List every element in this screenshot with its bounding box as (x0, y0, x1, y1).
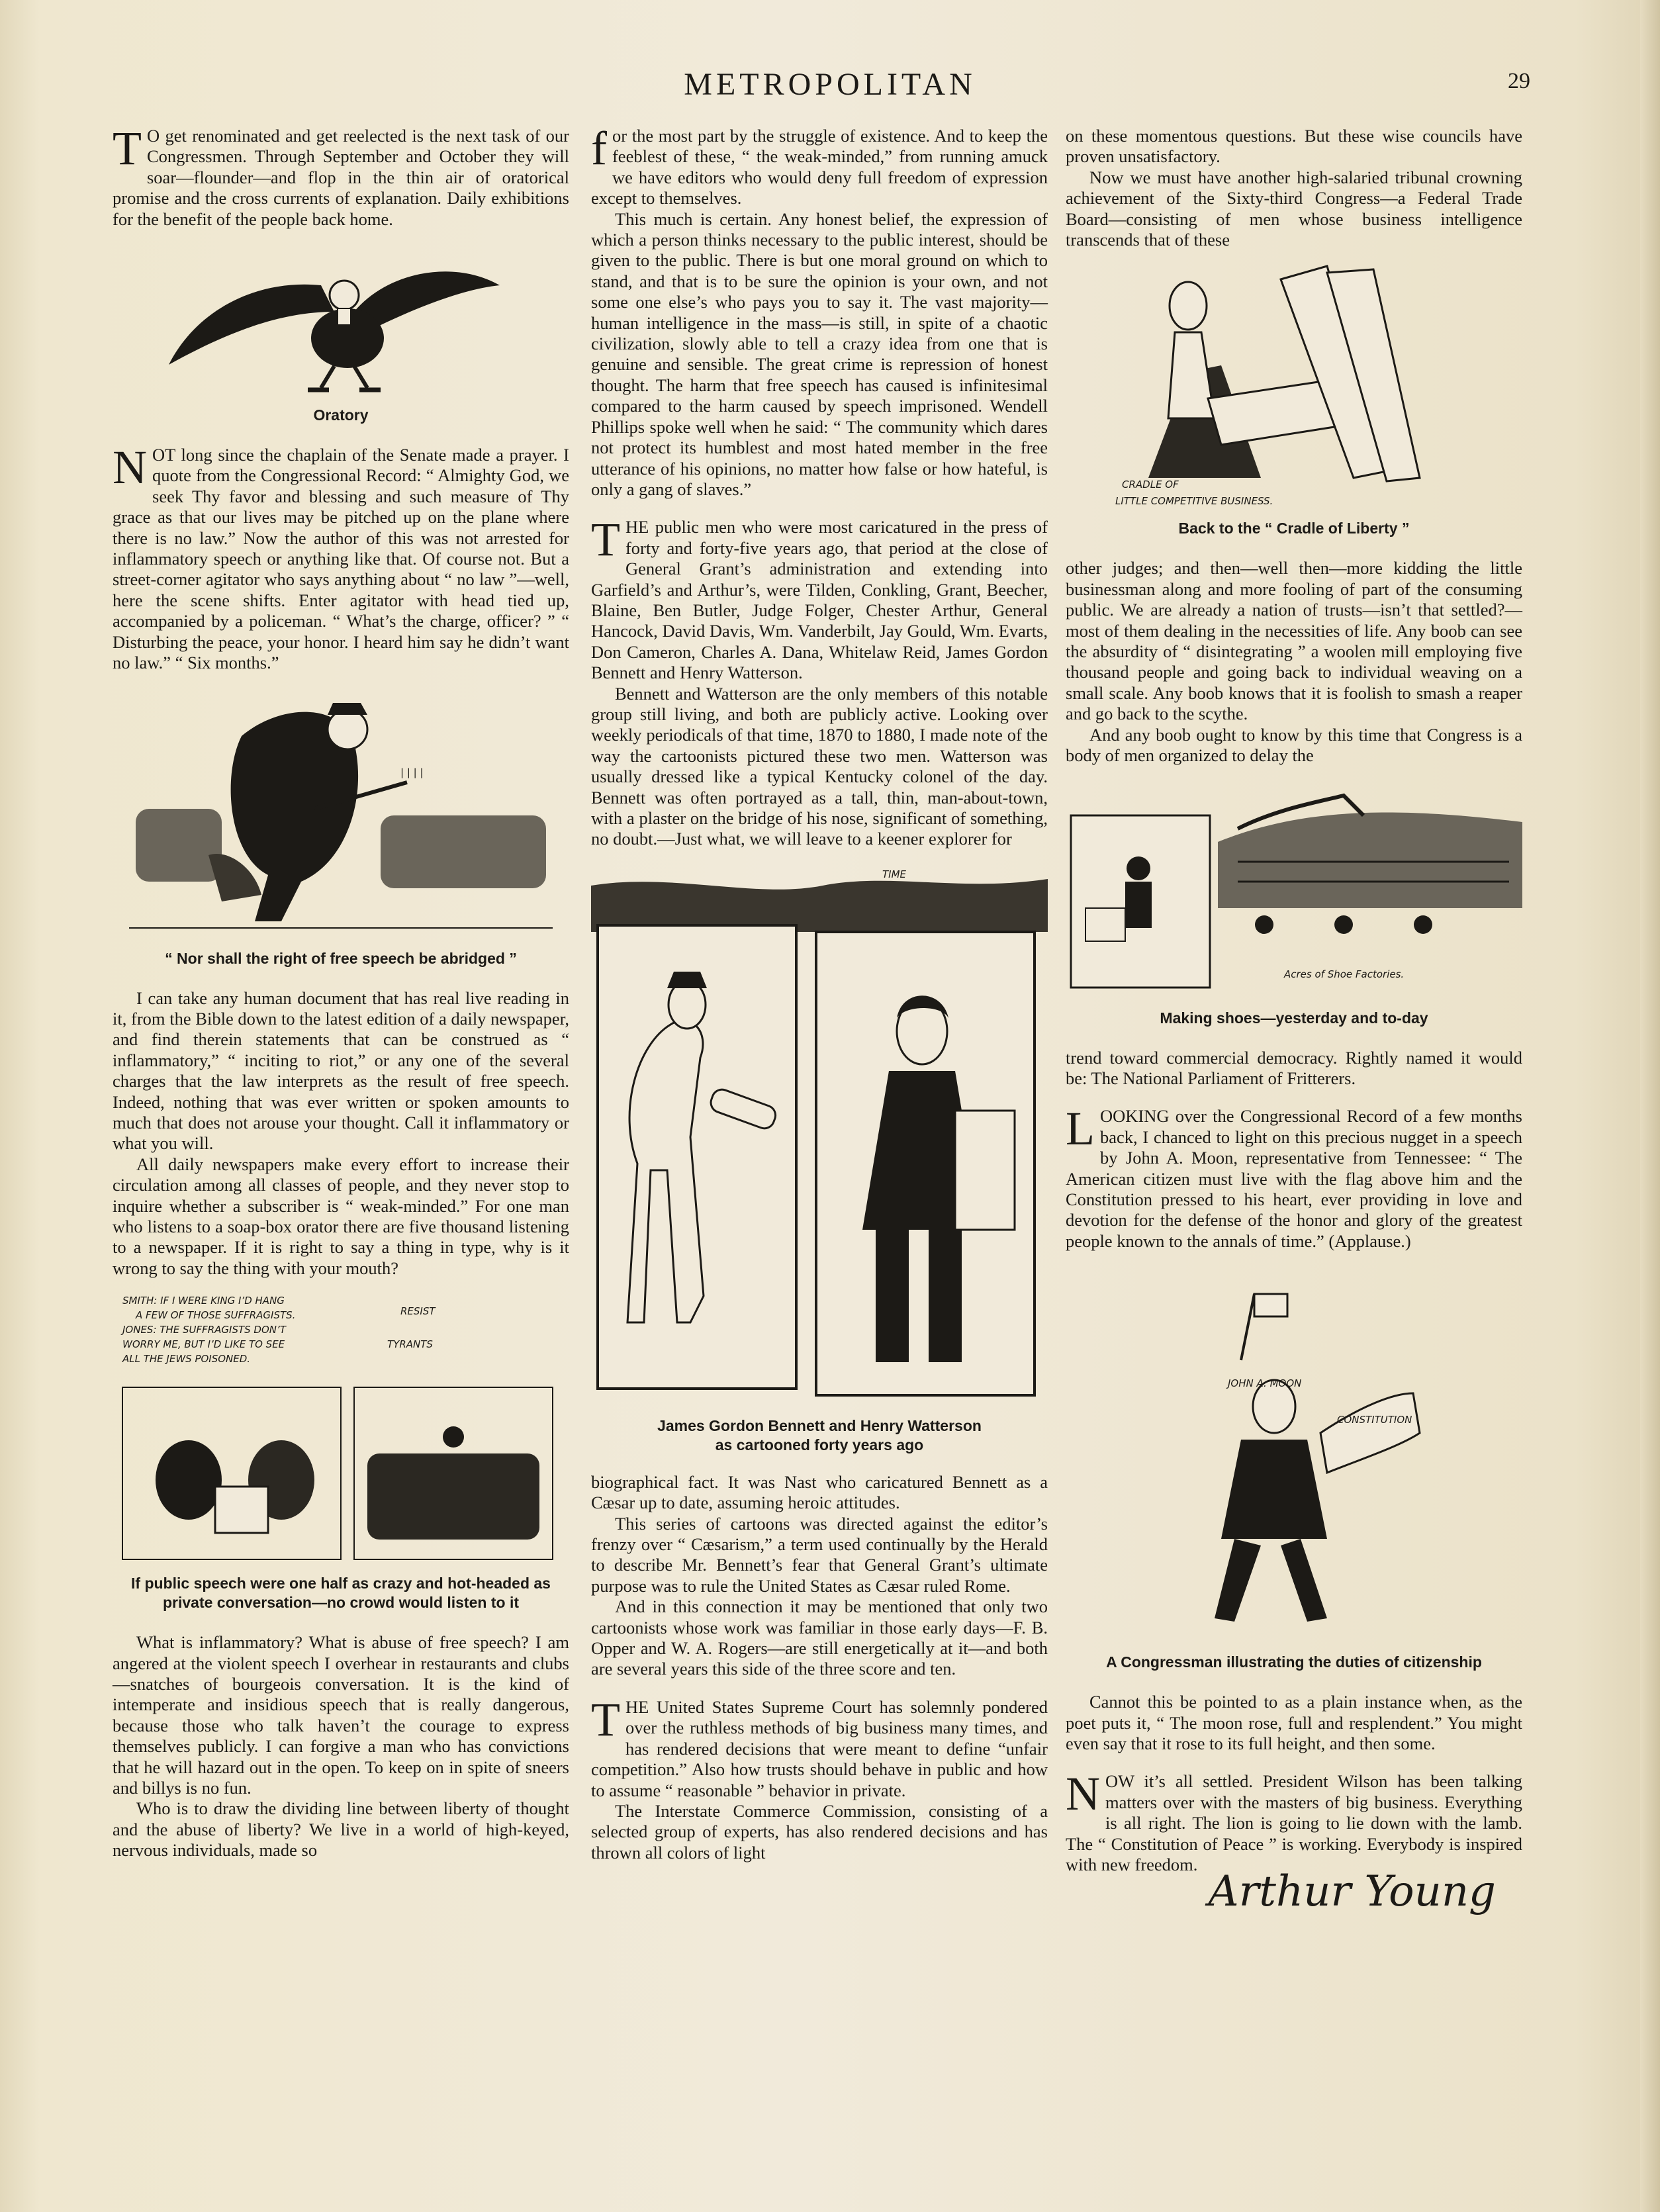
paragraph: The Interstate Commerce Commission, consisting of a selected group of experts, has also rendered decisions and has thrown all colors of light (591, 1800, 1048, 1863)
svg-text:| | | |: | | | | (400, 766, 424, 778)
paragraph: Who is to draw the dividing line between liberty of thought and the abuse of liberty? We live in a world of high-keyed, nervous individuals, made so (113, 1798, 569, 1861)
cradle-label: CRADLE OF (1122, 479, 1179, 491)
scroll-label: CONSTITUTION (1337, 1414, 1412, 1426)
banner-text: TYRANTS (387, 1338, 433, 1351)
paragraph: LOOKING over the Congressional Record of a few months back, I chanced to light on this precious nugget in a speech by John A. Moon, representative from Tennessee: “ The American citizen must live with the flag above him and the Constitution pressed to his heart, ever providing in love and devotion for the defense of the honor and glory of the greatest people known to the annals of time.” (Applause.) (1066, 1102, 1522, 1251)
paragraph: NOW it’s all settled. President Wilson has been talking matters over with the masters of big business. Everything is all right. The lion is going to lie down with the lamb. The “ Constitution of Peace ” is working. Everybody is inspired with new freedom. (1066, 1767, 1522, 1874)
paragraph: All daily newspapers make every effort to increase their circulation among all classes of people, and they never stop to inquire whether a subscriber is “ weak-minded.” For one man who listens to a soap-box orator there are five thousand listening to a newspaper. If it is right to say a thing in type, why is it wrong to say the thing with your mouth? (113, 1154, 569, 1278)
paragraph: This series of cartoons was directed against the editor’s frenzy over “ Cæsarism,” a term used continually by the Herald to describe Mr. Bennett’s fear that General Grant’s ultimate purpose was to rule the United States as Cæsar ruled Rome. (591, 1513, 1048, 1596)
dialogue-line: JONES: THE SUFFRAGISTS DON’T (122, 1324, 286, 1336)
dialogue-line: WORRY ME, BUT I’D LIKE TO SEE (122, 1338, 285, 1351)
caption: A Congressman illustrating the duties of citizenship (1106, 1653, 1482, 1671)
congressman-cartoon (1109, 1261, 1479, 1645)
shoe-factories-illustration (1066, 776, 1522, 1001)
paragraph: THE United States Supreme Court has solemnly pondered over the ruthless methods of big business many times, and has rendered decisions that were meant to define “unfair competition.” Also how trusts should behave in public and how to assume “ reasonable ” behavior in private. (591, 1692, 1048, 1800)
page-header (0, 66, 1660, 119)
restaurant-crowd-illustration (116, 1288, 566, 1566)
caption (591, 1416, 1048, 1455)
caption-line: James Gordon Bennett and Henry Watterson (657, 1416, 982, 1434)
time-label: TIME (882, 868, 907, 880)
oratory-illustration (156, 239, 526, 398)
paragraph: TO get renominated and get reelected is the next task of our Congressmen. Through September and October they will soar—flounder—and flop in the thin air of oratorical promise and the cross currents of explanation. Daily exhibitions for the benefit of the people back home. (113, 122, 569, 229)
column-2 (591, 122, 1048, 1863)
suffragists-cartoon (116, 1288, 566, 1566)
paragraph: Now we must have another high-salaried tribunal crowning achievement of the Sixty-third Congress—a Federal Trade Board—consisting of men whose business intelligence transcends that of these (1066, 167, 1522, 250)
paragraph: What is inflammatory? What is abuse of free speech? I am angered at the violent speech I overhear in restaurants and clubs—snatches of bourgeois conversation. It is the kind of intemperate and insidious speech that is really dangerous, because those who talk haven’t the courage to express themselves publicly. I can forgive a man who has convictions that he will hazard out in the open. To keep on in spite of sneers and billys is no fun. (113, 1632, 569, 1798)
masthead: METROPOLITAN (684, 67, 976, 102)
paragraph: And any boob ought to know by this time that Congress is a body of men organized to delay the (1066, 724, 1522, 766)
caption: If public speech were one half as crazy and hot-headed as private conversation—no crowd would listen to it (131, 1575, 551, 1612)
paragraph: I can take any human document that has real live reading in it, from the Bible down to the latest edition of a daily newspaper, and find therein statements that can be construed as “ inflammatory,” “ inciting to riot,” or any one of the several charges that the law interprets as the result of free speech. Indeed, nothing that was ever written or spoken amounts to much that does not arouse your thought. Call it inflammatory or what you will. (113, 988, 569, 1154)
paragraph: This much is certain. Any honest belief, the expression of which a person thinks necessary to the public interest, should be given to the public. There is but one moral ground on which to stand, and that is to be sure the opinion is your own, and not some one else’s who pays you to say it. The vast majority—human intelligence in the mass—is still, in spite of a chaotic civilization, slowly able to tell a crazy idea from one that is genuine and sensible. The great crime is repression of honest thought. The harm that free speech has caused is infinitesimal compared to the harm caused by speech imprisoned. Wendell Phillips spoke well when he said: “ The community which dares not protect its humblest and most hated member in the free utterance of his opinions, no matter how false or how hateful, is only a gang of slaves.” (591, 208, 1048, 499)
column-1 (113, 122, 569, 1861)
paragraph: Bennett and Watterson are the only members of this notable group still living, and both are publicly active. Looking over weekly periodicals of that time, 1870 to 1880, I made note of the way the cartoonists pictured these two men. Watterson was usually dressed like a typical Kentucky colonel of the day. Bennett was often portrayed as a tall, thin, man-about-town, with a plaster on the bridge of his nose, significant of something, no doubt.—Just what, we will leave to a keener explorer for (591, 683, 1048, 849)
banner-text: RESIST (400, 1305, 436, 1318)
paragraph: on these momentous questions. But these wise councils have proven unsatisfactory. (1066, 126, 1522, 167)
cradle-label: LITTLE COMPETITIVE BUSINESS. (1115, 495, 1273, 508)
paragraph: trend toward commercial democracy. Rightly named it would be: The National Parliament of Fritterers. (1066, 1047, 1522, 1088)
paragraph: other judges; and then—well then—more kidding the little businessman along and more fooling of part of the consuming public. We are already a nation of trusts—isn’t that settled?—most of them dealing in the necessities of life. Any boob can see the absurdity of “ disintegrating ” a woolen mill employing five thousand people and going back to individual weaving on a small scale. Any boob knows that it is foolish to smash a reaper and go back to the scythe. (1066, 558, 1522, 724)
caption: “ Nor shall the right of free speech be abridged ” (165, 949, 517, 967)
caption-line: as cartooned forty years ago (715, 1436, 924, 1453)
free-speech-cartoon (129, 683, 553, 941)
column-3 (1066, 126, 1522, 1917)
scroll-label: JOHN A. MOON (1228, 1377, 1302, 1390)
caption: Oratory (313, 406, 369, 424)
page-edge (1640, 0, 1660, 2212)
dialogue-line: ALL THE JEWS POISONED. (122, 1353, 251, 1365)
paragraph: And in this connection it may be mentioned that only two cartoonists whose work was familiar in those early days—F. B. Opper and W. A. Rogers—are still energetically at it—and both are several years this side of the three score and ten. (591, 1596, 1048, 1679)
caption: Making shoes—yesterday and to-day (1160, 1009, 1428, 1027)
caption: Back to the “ Cradle of Liberty ” (1178, 520, 1410, 537)
cradle-illustration (1109, 259, 1479, 511)
page-number: 29 (1508, 69, 1530, 93)
bennett-watterson-illustration (591, 859, 1048, 1408)
oratory-cartoon (156, 239, 526, 398)
factories-label: Acres of Shoe Factories. (1284, 968, 1405, 980)
paragraph: for the most part by the struggle of existence. And to keep the feeblest of these, “ the weak-minded,” from running amuck we have editors who would deny full freedom of expression except to themselves. (591, 122, 1048, 208)
shoe-factories-cartoon (1066, 776, 1522, 1001)
dialogue-line: SMITH: IF I WERE KING I’D HANG (122, 1295, 285, 1307)
paragraph: biographical fact. It was Nast who caricatured Bennett as a Cæsar up to date, assuming heroic attitudes. (591, 1471, 1048, 1513)
cradle-cartoon (1109, 259, 1479, 511)
paragraph: Cannot this be pointed to as a plain instance when, as the poet puts it, “ The moon rose, full and resplendent.” You might even say that it rose to its full height, and then some. (1066, 1692, 1522, 1753)
paragraph: NOT long since the chaplain of the Senate made a prayer. I quote from the Congressional Record: “ Almighty God, we seek Thy favor and blessing and such measure of Thy grace as that our lives may be pitched up on the plane where there is no law.” Now the author of this was not arrested for inflammatory speech or anything like that. Of course not. But a street-corner agitator who says anything about “ no law ”—well, here the scene shifts. Enter agitator with head tied up, accompanied by a policeman. “ What’s the charge, officer? ” “ Disturbing the peace, your honor. I heard him say he didn’t want no law.” “ Six months.” (113, 441, 569, 673)
author-signature: Arthur Young (1208, 1867, 1496, 1917)
congressman-illustration (1109, 1261, 1479, 1645)
policeman-illustration (129, 683, 553, 941)
bennett-watterson-cartoon (591, 859, 1048, 1408)
dialogue-line: A FEW OF THOSE SUFFRAGISTS. (136, 1309, 296, 1322)
paragraph: THE public men who were most caricatured in the press of forty and forty-five years ago, that period at the close of General Grant’s administration and extending into Garfield’s and Arthur’s, were Tilden, Conkling, Grant, Beecher, Blaine, Ben Butler, Judge Folger, Chester Arthur, General Hancock, David Davis, Wm. Vanderbilt, Jay Gould, Wm. Evarts, Don Cameron, Charles A. Dana, Whitelaw Reid, James Gordon Bennett and Henry Watterson. (591, 513, 1048, 683)
